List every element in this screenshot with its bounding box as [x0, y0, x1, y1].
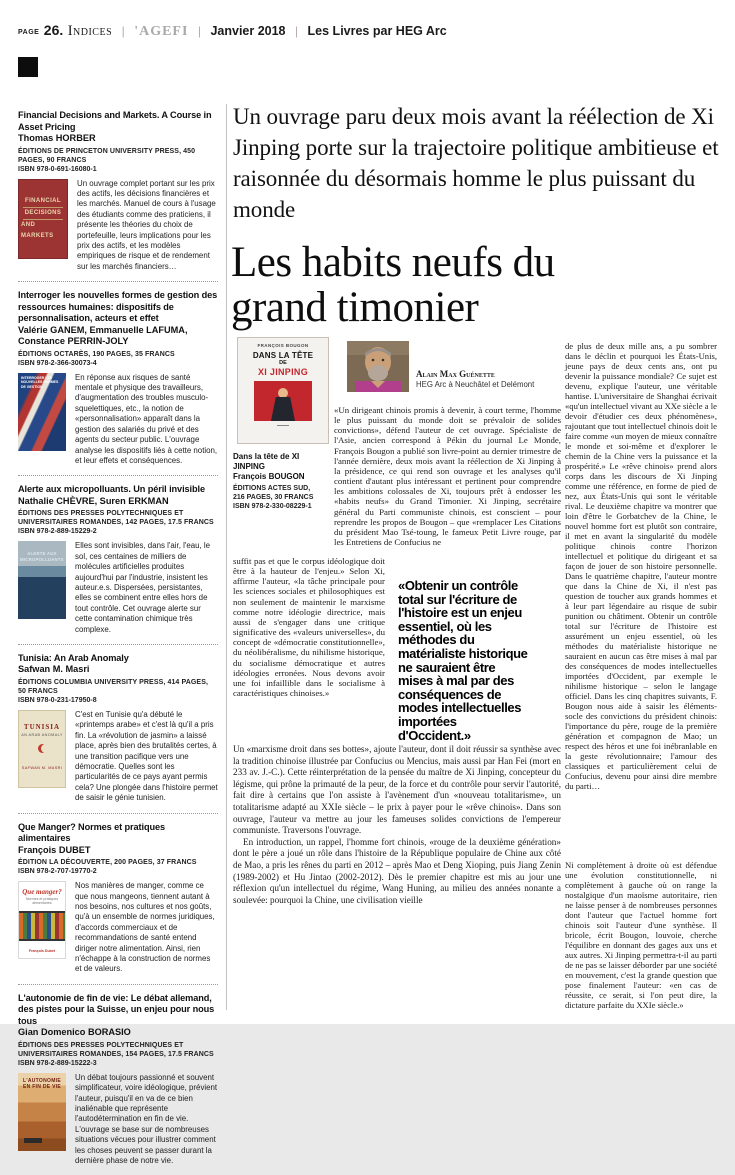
page-label: PAGE — [18, 29, 40, 36]
byline-affiliation: HEG Arc à Neuchâtel et Delémont — [416, 380, 535, 389]
book-title: Interroger les nouvelles formes de gestion des ressources humaines: dispositifs de personnalisation, acteurs et effet — [18, 290, 218, 324]
book-entry — [18, 645, 218, 814]
cover-text: Que manger? — [22, 888, 62, 897]
book-publisher: ÉDITIONS DE PRINCETON UNIVERSITY PRESS, 450 PAGES, 90 FRANCS — [18, 147, 196, 164]
book-publisher: ÉDITIONS COLUMBIA UNIVERSITY PRESS, 414 PAGES, 50 FRANCS — [18, 678, 209, 695]
book-summary: Elles sont invisibles, dans l'air, l'eau, le sol, ces centaines de milliers de molécules artificielles produites aujourd'hui par l'industrie, insistent les auteur.e.s. Dispersées, persistantes, elles se combinent entre elles hors de tout contrôle. Cet ouvrage alerte sur cette contamination chimique très complexe. — [75, 541, 211, 634]
header-separator: | — [197, 24, 201, 38]
page-header — [18, 22, 718, 40]
book-entry — [18, 110, 218, 282]
book-list-sidebar — [18, 110, 218, 1175]
caption-publisher: ÉDITIONS ACTES SUD, 216 PAGES, 30 FRANCS ISBN 978-2-330-08229-1 — [233, 485, 314, 510]
book-cover-image — [18, 710, 66, 788]
page-title: Les Livres par HEG Arc — [307, 24, 447, 38]
book-authors: Thomas HORBER — [18, 133, 96, 143]
cover-text: INTERROGER LES NOUVELLES FORMES DE GESTION — [21, 375, 59, 389]
issue-date: Janvier 2018 — [210, 24, 286, 38]
book-cover-image — [18, 541, 66, 619]
cover-title-red: XI JINPING — [257, 367, 308, 377]
brand-logo: 'AGEFI — [134, 24, 189, 39]
caption-title: Dans la tête de XI JINPING — [233, 452, 300, 471]
book-summary: En réponse aux risques de santé mentale et physique des travailleurs, d'augmentation des troubles musculo-squelettiques, etc., la notion de «personnalisation» apparaît dans la gestion des salariés du privé et des agents du secteur public. L'ouvrage analyse les dispositifs liés à cette notion, et leur effets et conséquences. — [75, 372, 218, 465]
article-column-left: suffit pas et que le corpus idéologique doit être à la hauteur de l'enjeu.» Selon Xi, affirme l'auteur, «la tâche principale pour les sciences sociales et philosophiques est non seulement de maintenir le marxisme comme notre idéologie directrice, mais aussi de s'engager dans une critique significative des «valeurs universelles», du concept de «démocratie constitutionnelle», du néolibéralisme, du nihilisme historique, du socialisme démocratique et autres idéologies erronées. Nous devons avoir une foi infaillible dans le socialisme à caractéristiques chinoises.» — [233, 556, 385, 699]
article-column-right — [565, 341, 717, 1010]
book-cover-image — [18, 373, 66, 451]
cover-text: FINANCIAL — [23, 196, 63, 208]
byline — [416, 369, 556, 389]
paragraph: Ni complètement à droite où est défendue une évolution constitutionnelle, ni complètement à gauche où on range la nostalgique d'un maoïsme autoritaire, rien ne laisse penser à de nombreuses personnes dont l'auteur que l'actuel homme fort chinois soit l'auteur d'une synthèse. Il bricole, écrit Bougon, louvoie, cherche l'équilibre en donnant des gages aux uns et aux autres. Xi Jinping permettra-t-il au parti de ne pas se laisser déborder par une société en mouvement, c'est la grande question que pose finalement l'auteur: «en cas de réussite, ce serait, si l'on peut dire, la dictature parfaite du XXIe siècle.» — [565, 860, 717, 1010]
figure-suit — [271, 397, 295, 421]
header-separator: | — [121, 24, 125, 38]
cover-text: AND MARKETS — [21, 221, 54, 239]
book-entry — [18, 814, 218, 985]
cover-text: AN ARAB ANOMALY — [21, 732, 63, 737]
article-bottom-text — [233, 744, 561, 1010]
featured-book-cover — [237, 337, 329, 444]
book-title: Que Manger? Normes et pratiques alimentaires — [18, 821, 165, 844]
book-authors: François DUBET — [18, 844, 91, 855]
cover-title: DE — [279, 360, 287, 366]
book-entry — [18, 985, 218, 1175]
cover-text: L'AUTONOMIE EN FIN DE VIE — [22, 1077, 62, 1091]
column-divider — [226, 104, 227, 1010]
pull-quote: «Obtenir un contrôle total sur l'écriture de l'histoire est un enjeu essentiel, où les méthodes du matérialiste historique ne sauraient être mises à mal par des conséquences de modes intellectuelles importées d'Occident.» — [398, 578, 528, 743]
page-number: 26. — [43, 22, 64, 38]
cover-text: TUNISIA — [23, 722, 61, 731]
book-isbn: ISBN 978-0-231-17950-8 — [18, 696, 97, 704]
cover-text: DECISIONS — [23, 208, 64, 220]
book-authors: Gian Domenico BORASIO — [18, 1027, 131, 1038]
book-cover-image — [18, 881, 66, 959]
book-summary: Nos manières de manger, comme ce que nous mangeons, tiennent autant à nos besoins, nos cultures et nos goûts, qu'à un ensemble de normes juridiques, d'accords commerciaux et de recommandations de santé entend diriger notre alimentation. Ainsi, rien n'échappe à la construction de normes et de valeurs. — [75, 881, 215, 974]
crescent-icon — [38, 744, 47, 753]
paragraph: de plus de deux mille ans, a pu sombrer dans le déclin et pourquoi les États-Unis, jeune pays de deux cents ans, ont pu devenir la puissance mondiale? Ce sujet est devenu, explique l'auteur, une véritable hantise. L'universitaire de Shanghai écrivait «qu'un intellectuel vivant au XXe siècle a le devoir d'étudier ces deux phénomènes», rajoutant que tout intellectuel chinois doit le faire comme «un moyen de mieux connaître le monde et soi-même et d'explorer le chemin de la Chine vers la puissance et la prospérité.» Le «rêve chinois» prend alors corps dans les discours de Xi Jinping comme une référence, en forme de pied de nez, aux États-Unis qui sont le véritable rival. Le deuxième chapitre va montrer que loin d'être le Gorbatchev de la Chine, le nouvel homme fort est plutôt son contraire, il met en avant la singularité du modèle politique chinois contre l'horizon intellectuel et politique du dirigeant et sa façon de jouer de son histoire personnelle. Dans le quatrième chapitre, l'auteur montre que dans la Chine de Xi, il n'est pas question de toucher aux grands hommes et à leur part légendaire au risque de subir punition ou châtiment. Obtenir un contrôle total sur l'écriture de l'histoire est assurément un enjeu essentiel, où les méthodes du matérialiste historique ne sauraient en aucun cas être mises à mal par des conséquences de modes intellectuelles importées d'Occident, par exemple le nihilisme historique – selon le langage officiel. Dans les cinq chapitres suivants, F. Bougon nous aide à saisir les éléments-socle des convictions du président chinois: l'importance du père, rouge de la première génération et compagnon de Mao; un respect des héros et une foi inébranlable en la geste révolutionnaire; l'amour des classiques et particulièrement celui de Confucius, devenu pour ainsi dire membre du parti… — [565, 341, 717, 791]
cover-illustration — [254, 381, 312, 421]
article-lead-text: «Un dirigeant chinois promis à devenir, à court terme, l'homme le plus puissant du monde doit se prévaloir de solides convictions», défend l'auteur de cet ouvrage. Spécialiste de l'Asie, ancien correspond à Pékin du journal Le Monde, François Bougon a publié son livre-point au dernier trimestre de l'année dernière, deux mois avant la réélection de Xi Jinping à la présidence, ce qui rend son ouvrage et les analyses qu'il contient d'autant plus intéressant et pertinent pour comprendre les ambitions colossales de Xi, toujours prêt à endosser les «habits neufs» du Grand Timonier. Xi Jinping, secrétaire général du Parti communiste chinois, est conscient – pour reprendre les propos de Bougon – que «remplacer Les Citations du président Mao Tsé-toung, le fameux Petit Livre rouge, par les Entretiens de Confucius ne — [334, 405, 561, 548]
book-summary: Un ouvrage complet portant sur les prix des actifs, les décisions financières et les marchés. Manuel de cours à l'usage des étudiants comme des praticiens, il présente les théories du choix de portefeuille, leurs implications pour les prix des actifs, et les modèles empiriques de risque et de rendement sur les marchés financiers… — [77, 178, 216, 271]
book-title: Financial Decisions and Markets. A Course in Asset Pricing — [18, 110, 212, 132]
paragraph: Un «marxisme droit dans ses bottes», ajoute l'auteur, dont il doit réussir sa synthèse avec la tradition chinoise illustrée par Confucius ou Mencius, mais aussi par Han Fei (mort en 233 av. J.-C.). Cette réinterprétation de la pensée du maître de Xi Jinping, concepteur du légisme, qui prône la primauté de la peur, de la force et du contrôle pour servir l'autorité, fait dire à certains que l'on assiste à l'avènement d'un «nouveau totalitarisme», un totalitarisme adapté au XXIe siècle – le prix à payer pour le «rêve chinois». Dans son ouvrage, l'auteur va mettre au jour les fameuses solides convictions de l'empereur communiste. Traversons l'ouvrage. — [233, 744, 561, 836]
book-summary: Un débat toujours passionné et souvent simplificateur, voire idéologique, prévient l'auteur, puisqu'il en va de ce bien inaliénable que représente l'autodétermination en fin de vie. L'ouvrage se base sur de nombreuses situations vécues pour illustrer comment les choses peuvent se passer durant la dernière phase de notre vie. — [75, 1072, 218, 1166]
book-authors: Safwan M. Masri — [18, 664, 90, 675]
paragraph: En introduction, un rappel, l'homme fort chinois, «rouge de la deuxième génération» dont le père a joué un rôle dans l'histoire de la République populaire de Chine aux côté de Mao, a pris les rênes du parti en 2012 – après Mao et Deng Xioping, puis Jiang Zenin (1989-2002) et Hu Jintao (2002-2012). Dès le premier chapitre est mis au jour une réflexion qu'un intellectuel du régime, Wang Huning, au milieu des années nonante a soulevée: pourquoi la Chine, une civilisation vieille — [233, 836, 561, 905]
cover-text: Normes et pratiques alimentaires — [25, 897, 59, 906]
book-publisher: ÉDITIONS OCTARÈS, 190 PAGES, 35 FRANCS — [18, 350, 175, 358]
book-summary: C'est en Tunisie qu'a débuté le «printemps arabe» et c'est là qu'il a pris fin. La «révolution de jasmin» a laissé place, après bien des brutalités certes, à une transition pacifique vers une démocratie. Quelles sont les particularités de ce pays ayant permis cela? Une plongée dans l'histoire permet de saisir le génie tunisien. — [75, 709, 218, 803]
book-entry — [18, 476, 218, 645]
corner-marker — [18, 57, 38, 77]
book-isbn: ISBN 978-2-707-19770-2 — [18, 868, 97, 876]
article-standfirst: Un ouvrage paru deux mois avant la réélection de Xi Jinping porte sur la trajectoire politique ambitieuse et raisonnée du désormais homme le plus puissant du monde — [233, 104, 719, 222]
section-name: Indices — [67, 23, 113, 39]
cover-title: DANS LA TÊTE — [252, 351, 314, 360]
book-publisher: ÉDITIONS DES PRESSES POLYTECHNIQUES ET UNIVERSITAIRES ROMANDES, 154 PAGES, 17.5 FRANCS — [18, 1041, 214, 1058]
book-cover-image — [18, 1073, 66, 1151]
book-isbn: ISBN 978-2-366-30073-4 — [18, 359, 97, 367]
book-isbn: ISBN 978-2-889-15222-3 — [18, 1059, 97, 1067]
figure-head — [278, 388, 288, 398]
book-cover-image — [18, 179, 68, 259]
book-title: L'autonomie de fin de vie: Le débat allemand, des pistes pour la Suisse, un enjeu pour nous tous — [18, 992, 215, 1026]
book-title: Alerte aux micropolluants. Un péril invisible — [18, 484, 205, 495]
header-separator: | — [294, 24, 299, 38]
cover-text: SAFWAN M. MASRI — [21, 765, 63, 770]
cover-text: François Dubet — [28, 949, 56, 954]
cover-text: ALERTE AUX MICROPOLLUANTS — [20, 551, 64, 562]
book-publisher: ÉDITION LA DÉCOUVERTE, 200 PAGES, 37 FRANCS — [18, 859, 197, 867]
book-title: Tunisia: An Arab Anomaly — [18, 652, 129, 663]
article-headline: Les habits neufs du grand timonier — [231, 239, 555, 331]
cover-author: FRANÇOIS BOUGON — [257, 343, 309, 348]
book-authors: Nathalie CHÈVRE, Suren ERKMAN — [18, 495, 169, 506]
cover-stripes — [19, 911, 65, 941]
featured-book-caption — [233, 452, 331, 511]
byline-name: Alain Max Guénette — [416, 369, 495, 379]
caption-author: François BOUGON — [233, 472, 305, 481]
book-authors: Valérie GANEM, Emmanuelle LAFUMA, Constance PERRIN-JOLY — [18, 324, 188, 347]
book-entry — [18, 282, 218, 476]
book-isbn: ISBN 978-2-889-15229-2 — [18, 528, 97, 536]
author-photo — [347, 341, 409, 392]
cover-mark — [24, 1138, 42, 1143]
cover-rule — [277, 425, 289, 426]
book-isbn: ISBN 978-0-691-16080-1 — [18, 165, 97, 173]
book-publisher: ÉDITIONS DES PRESSES POLYTECHNIQUES ET UNIVERSITAIRES ROMANDES, 142 PAGES, 17.5 FRANCS — [18, 510, 214, 527]
